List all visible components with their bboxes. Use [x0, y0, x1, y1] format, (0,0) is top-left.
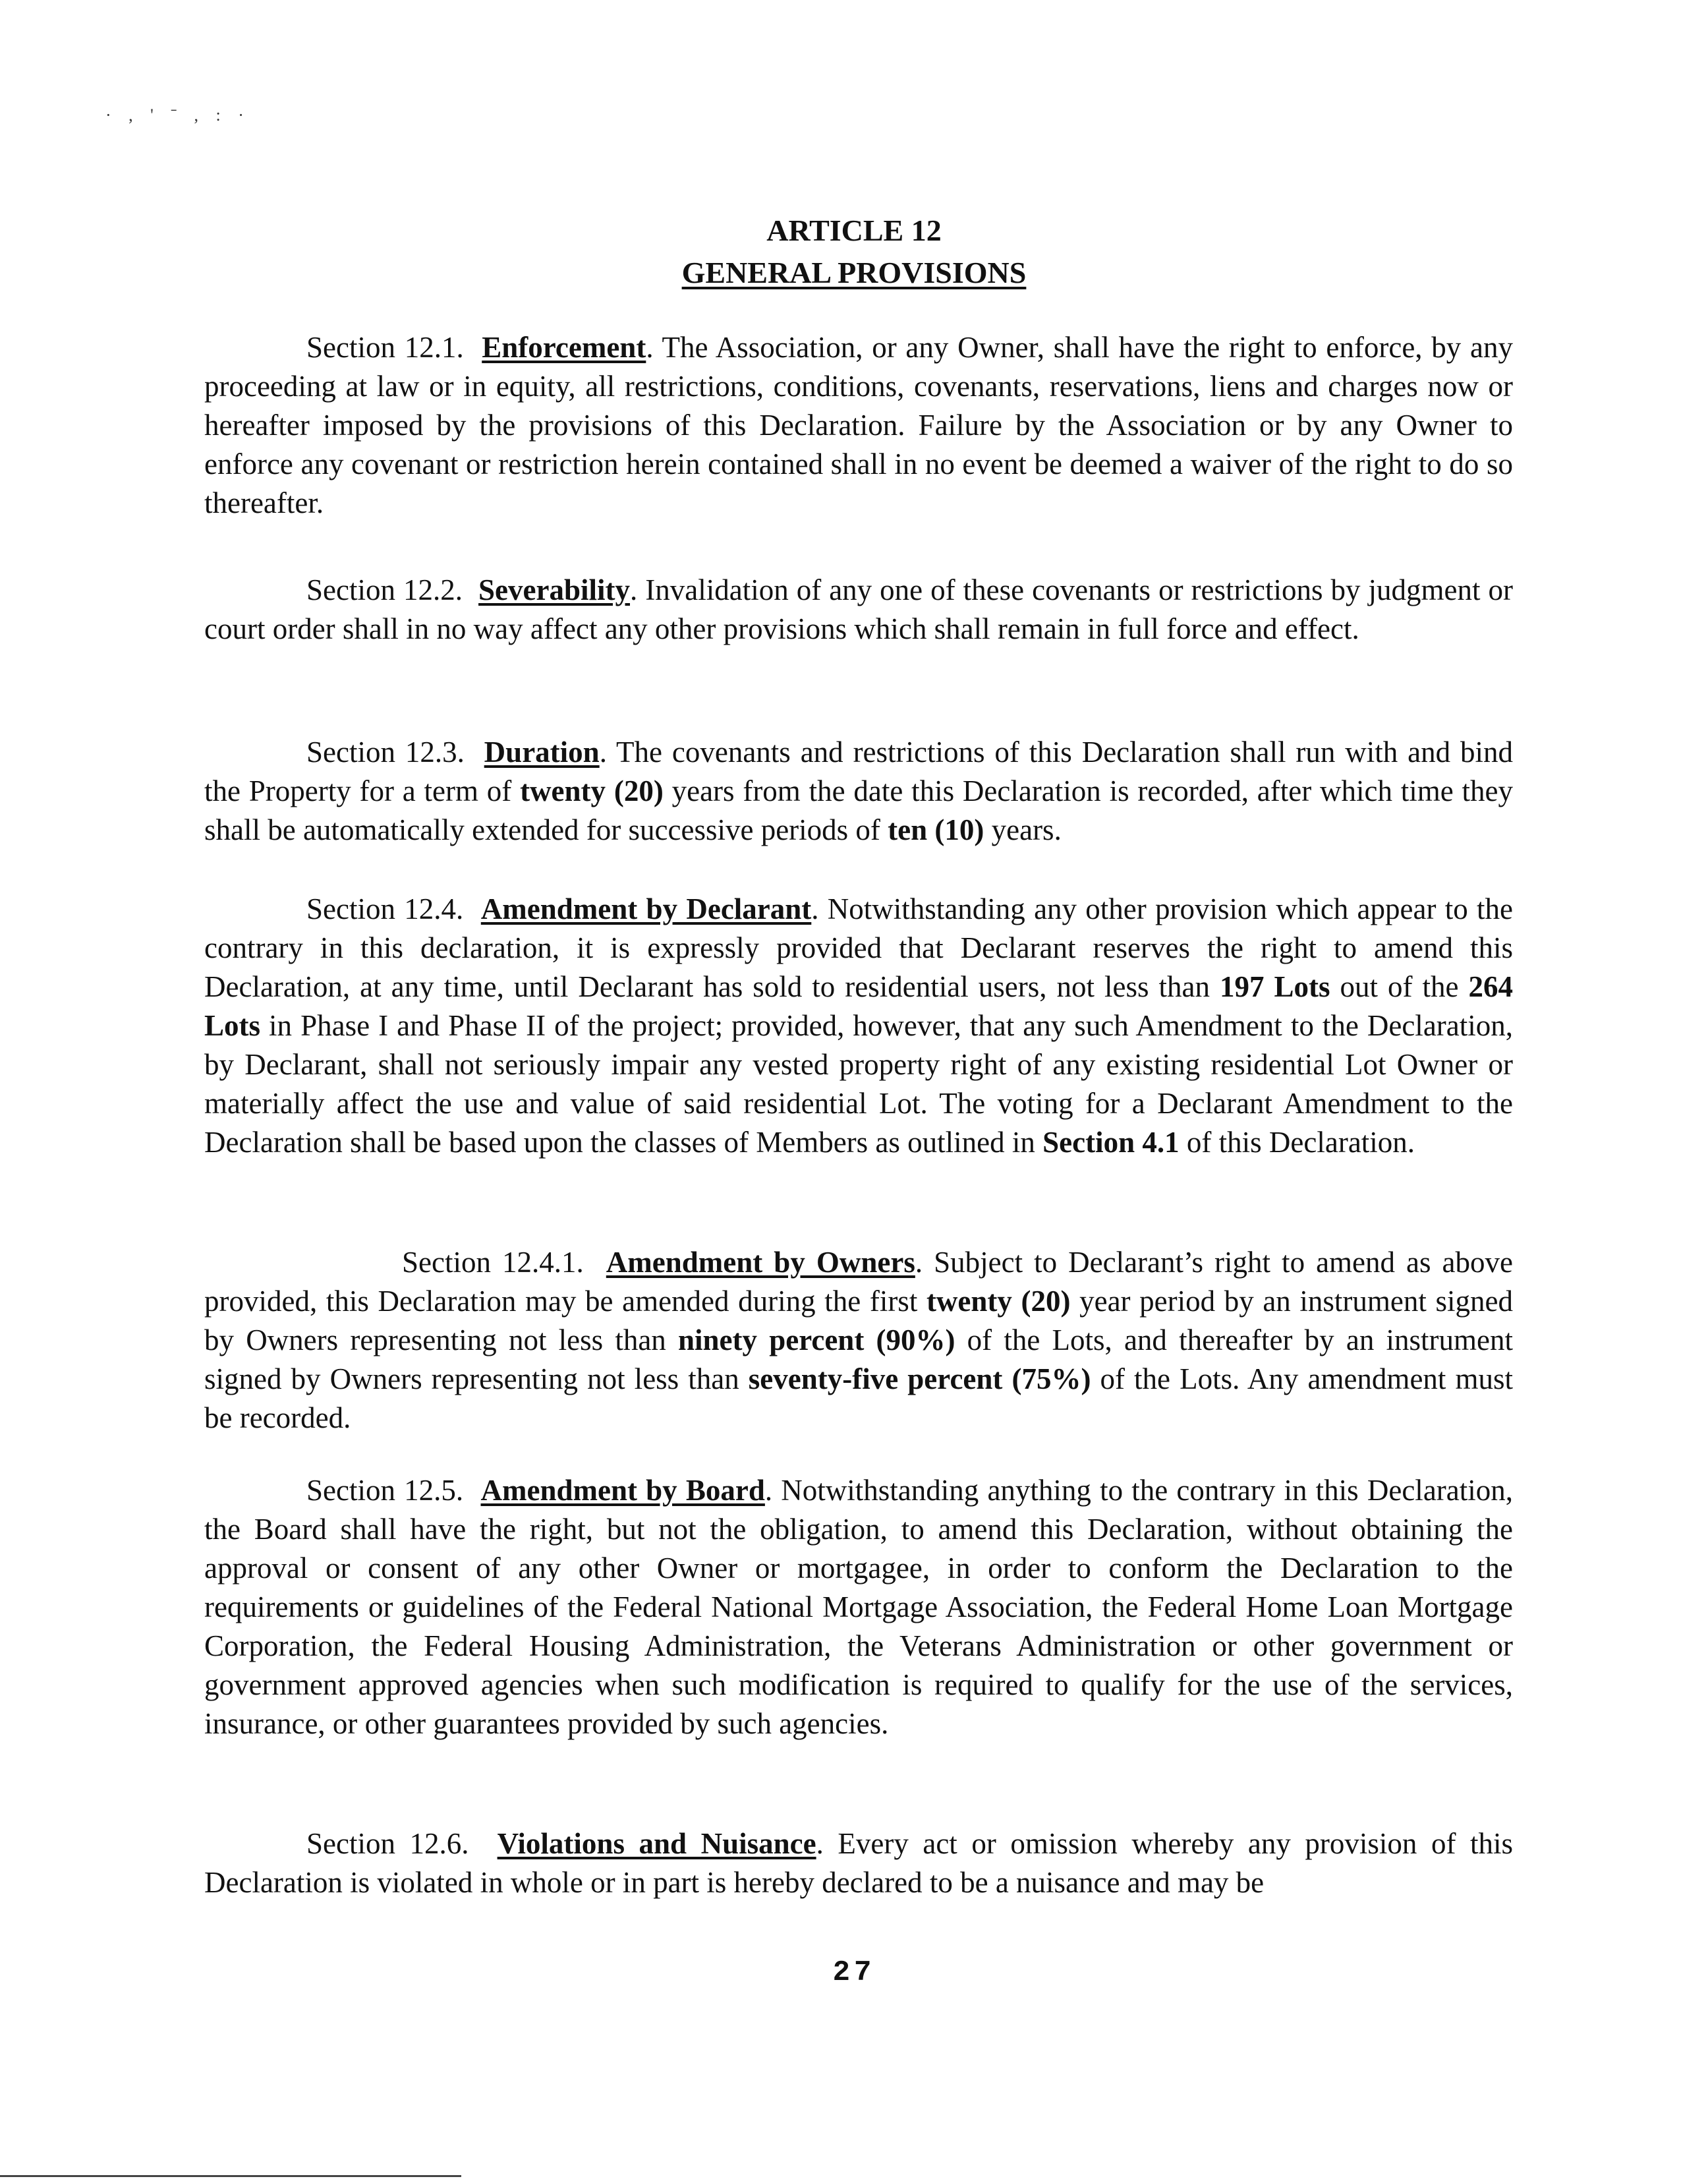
section-12-2 — [204, 571, 1513, 649]
section-12-4-1 — [204, 1243, 1513, 1438]
section-text: . The covenants and restrictions of this Declaration shall run with and bind the Property for a term of — [204, 736, 1513, 807]
section-text: year period by an instrument signed by Owners representing not less than — [204, 1285, 1513, 1356]
bold-term: ten (10) — [888, 813, 984, 846]
section-title: Enforcement — [482, 331, 646, 364]
section-text: out of the — [1330, 970, 1469, 1003]
section-text: . Notwithstanding anything to the contrary in this Declaration, the Board shall have the right, but not the obligation, to amend this Declaration, without obtaining the approval or consent of any other Owner or mortgagee, in order to conform the Declaration to the requirements or guidelines of the Federal National Mortgage Association, the Federal Home Loan Mortgage Corporation, the Federal Housing Administration, the Veterans Administration or other government or government approved agencies when such modification is required to qualify for the use of the services, insurance, or other guarantees provided by such agencies. — [204, 1474, 1514, 1740]
section-12-4 — [204, 890, 1513, 1162]
section-title: Amendment by Owners — [606, 1246, 915, 1279]
section-text: . Invalidation of any one of these covenants or restrictions by judgment or court order shall in no way affect any other provisions which shall remain in full force and effect. — [204, 573, 1514, 645]
page-number: 27 — [832, 1956, 876, 1989]
scan-artifact-marks: · , ' ˉ , : · — [105, 105, 250, 125]
section-number: Section 12.1. — [306, 331, 464, 364]
bold-term: 264 Lots — [204, 970, 1513, 1042]
bold-term: 197 Lots — [1219, 970, 1330, 1003]
section-number: Section 12.4.1. — [402, 1246, 584, 1279]
section-12-6 — [204, 1824, 1513, 1902]
scan-edge-line — [0, 2175, 461, 2177]
section-text: years from the date this Declaration is recorded, after which time they shall be automatically extended for successive periods of — [204, 774, 1514, 846]
section-12-3 — [204, 733, 1513, 850]
section-number: Section 12.2. — [306, 573, 463, 606]
section-title: Severability — [478, 573, 630, 606]
section-text: . Notwithstanding any other provision which appear to the contrary in this declaration, it is expressly provided that Declarant reserves the right to amend this Declaration, at any time, until Declarant has sold to residential users, not less than — [204, 892, 1513, 1003]
section-title: Duration — [484, 736, 600, 769]
section-text: of the Lots, and thereafter by an instrument signed by Owners representing not less than — [204, 1324, 1513, 1395]
section-number: Section 12.6. — [306, 1827, 469, 1860]
section-text: in Phase I and Phase II of the project; provided, however, that any such Amendment to the Declaration, by Declarant, shall not seriously impair any vested property right of any existing residential Lot Owner or materially affect the use and value of said residential Lot. The voting for a Declarant Amendment to the Declaration shall be based upon the classes of Members as outlined in — [204, 1009, 1513, 1159]
bold-term: ninety percent (90%) — [678, 1324, 955, 1356]
section-text: of the Lots. Any amendment must be recorded. — [204, 1362, 1513, 1434]
section-text: years. — [984, 813, 1062, 846]
section-12-5 — [204, 1471, 1513, 1743]
section-text: . The Association, or any Owner, shall have the right to enforce, by any proceeding at law or in equity, all restrictions, conditions, covenants, reservations, liens and charges now or hereafter imposed by the provisions of this Declaration. Failure by the Association or by any Owner to enforce any covenant or restriction herein contained shall in no event be deemed a waiver of the right to do so thereafter. — [204, 331, 1513, 519]
section-12-1 — [204, 328, 1513, 523]
section-text: of this Declaration. — [1179, 1126, 1415, 1159]
bold-term: twenty (20) — [926, 1285, 1071, 1318]
article-title: GENERAL PROVISIONS — [681, 256, 1027, 289]
section-title: Violations and Nuisance — [497, 1827, 816, 1860]
section-title: Amendment by Board — [480, 1474, 765, 1507]
article-number: ARTICLE 12 — [766, 214, 942, 247]
section-text: . Subject to Declarant’s right to amend as above provided, this Declaration may be amended during the first — [204, 1246, 1514, 1318]
section-number: Section 12.4. — [306, 892, 464, 925]
section-text: . Every act or omission whereby any provision of this Declaration is violated in whole or in part is hereby declared to be a nuisance and may be — [204, 1827, 1513, 1899]
section-number: Section 12.5. — [306, 1474, 464, 1507]
bold-term: twenty (20) — [520, 774, 664, 807]
bold-term: seventy-five percent (75%) — [748, 1362, 1091, 1395]
section-title: Amendment by Declarant — [480, 892, 812, 925]
section-number: Section 12.3. — [306, 736, 465, 769]
bold-term: Section 4.1 — [1042, 1126, 1180, 1159]
